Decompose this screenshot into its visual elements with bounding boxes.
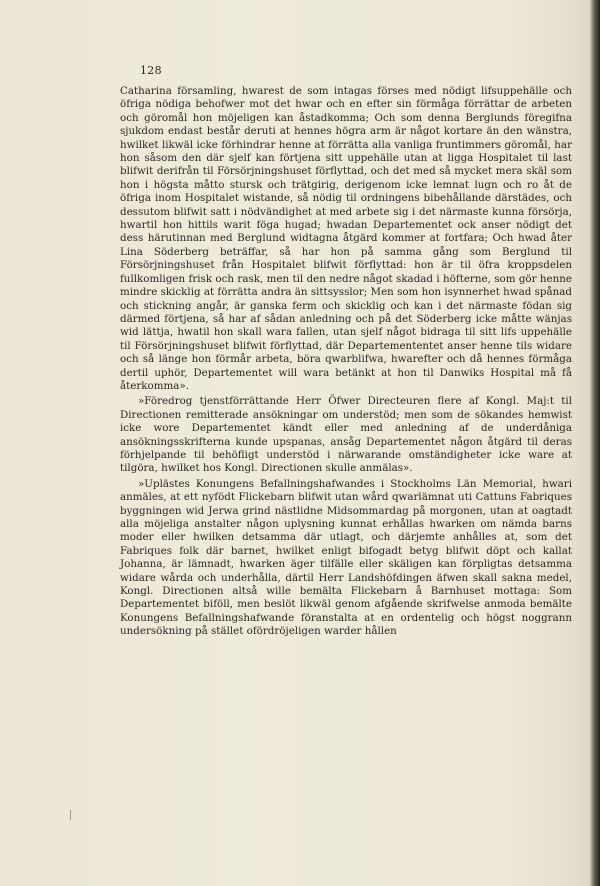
paragraph-3: »Uplästes Konungens Befallningshafwandes i Stockholms Län Memorial, hwari anmäles, at ett nyfödt Flickebarn blifwit utan wård qwarlämnat uti Cattuns Fabriques byggningen wid Jerwa grind nästlidne Midsommardag på morgonen, utan at oagtadt alla möjeliga anstalter någon uplysning kunnat erhållas hwarken om nämda barns moder eller hwilken detsamma där utlagt, och därjemte anhålles at, som det Fabriques folk där barnet, hwilket enligt bifogadt betyg blifwit döpt och kallat Johanna, är lämnadt, hwarken äger tilfälle eller skäligen kan förpligtas detsamma widare wårda och underhålla, därtil Herr Landshöfdingen äfwen skall sakna medel, Kongl. Directionen altså wille bemälta Flickebarn å Barnhuset mottaga: Som Departementet biföll, men beslöt likwäl genom afgående skrifwelse anmoda bemälte Konungens Befallningshafwande föranstalta at en ordentelig och högst noggrann undersökning på stället ofördröjeligen warder hållen xyxy=(120,477,572,638)
paper-mark xyxy=(70,810,71,820)
book-spine-edge xyxy=(590,0,600,886)
page-number: 128 xyxy=(140,64,162,77)
paragraph-2: »Föredrog tjenstförrättande Herr Öfwer Directeuren flere af Kongl. Maj:t til Directionen remitterade ansökningar om understöd; men som de sökandes hemwist icke wore Departementet kändt eller med anledning af de underdåniga ansökningsskrifterna kunde upspanas, ansåg Departementet någon åtgärd til deras förhjelpande til behöfligt understöd i närwarande omständigheter icke ware at tilgöra, hwilket hos Kongl. Directionen skulle anmälas». xyxy=(120,395,572,475)
paragraph-1: Catharina församling, hwarest de som intagas förses med nödigt lifsuppehälle och öfriga nödiga behofwer mot det hwar och en efter sin förmåga förrättar de arbeten och göromål hon möjeligen kan åstadkomma; Och som denna Berglunds föregifna sjukdom endast består deruti at hennes högra arm är något kortare än den wänstra, hwilket likwäl icke förhindrar henne at förrätta alla vanliga fruntimmers göromål, har hon såsom den där sjelf kan förtjena sitt uppehälle utan at ligga Hospitalet til last blifwit derifrån til Försörjningshuset förflyttad, och det med så mycket mera skäl som hon i högsta måtto stursk och trätgirig, derigenom icke lemnat lugn och ro åt de öfriga inom Hospitalet wistande, så nödig til ordningens bibehållande därstädes, och dessutom blifwit satt i nödvändighet at med arbete sig i det närmaste kunna försörja, hwartil hon hittils warit föga hugad; hwadan Departementet ock anser nödigt det dess härutinnan med Berglund widtagna åtgärd kommer at fortfara; Och hwad åter Lina Söderberg beträffar, så har hon på samma gång som Berglund til Försörjningshuset från Hospitalet blifwit förflyttad: hon är til öfra kroppsdelen fullkomligen frisk och rask, men til den nedre något skadad i höfterne, som gör henne mindre skicklig at förrätta andra än sittsysslor; Men som hon isynnerhet hwad spånad och stickning angår, är ganska ferm och skicklig och kan i det närmaste födan sig därmed förtjena, så har af sådan anledning och på det Söderberg icke måtte wänjas wid lättja, hwatil hon skall wara fallen, utan sjelf något bidraga til sitt lifs uppehälle til Försörjningshuset blifwit förflyttad, där Departemententet anser henne tils widare och så länge hon förmår arbeta, böra qwarblifwa, hwarefter och då hennes förmåga dertil uphör, Departementet will wara betänkt at hon til Danwiks Hospital må få återkomma». xyxy=(120,85,572,392)
body-text xyxy=(120,85,572,641)
